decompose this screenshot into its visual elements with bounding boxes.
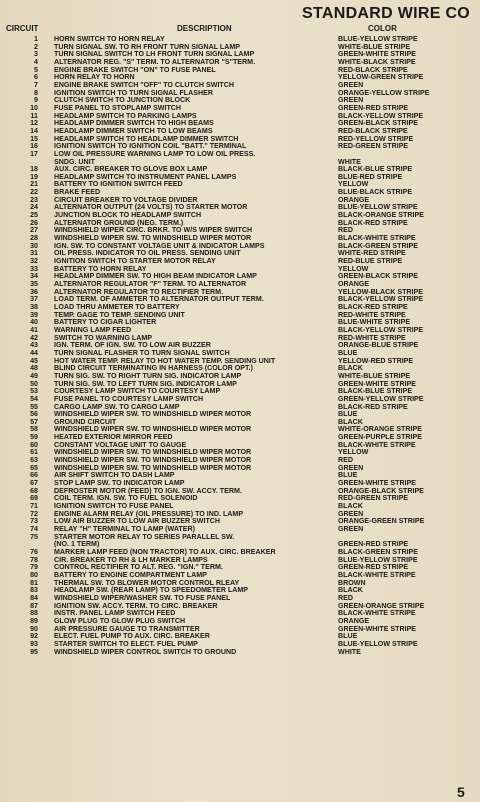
circuit-number: 26: [30, 218, 38, 227]
circuit-description: HORN SWITCH TO HORN RELAY: [54, 35, 165, 43]
wire-color: RED: [338, 593, 353, 602]
circuit-number: 90: [30, 624, 38, 633]
circuit-description: HEATED EXTERIOR MIRROR FEED: [54, 433, 173, 442]
circuit-description: CIR. BREAKER TO RH & LH MARKER LAMPS: [54, 555, 208, 564]
wire-color: BLUE: [338, 348, 358, 357]
circuit-number: 15: [30, 134, 38, 143]
circuit-description: AUX. CIRC. BREAKER TO GLOVE BOX LAMP: [54, 165, 208, 174]
circuit-description: ALTERNATOR REG. "S" TERM. TO ALTERNATOR "S"TERM.: [54, 57, 256, 66]
wire-color: GREEN: [338, 80, 364, 89]
circuit-description: TURN SIGNAL SWITCH TO LH FRONT TURN SIGNAL LAMP: [54, 50, 255, 59]
wire-color: BLACK-RED STRIPE: [338, 302, 408, 311]
circuit-number: 21: [30, 180, 38, 189]
circuit-description: STOP LAMP SW. TO INDICATOR LAMP: [54, 479, 185, 488]
circuit-description: STARTER SWITCH TO ELECT. FUEL PUMP: [54, 639, 198, 648]
circuit-number: 7: [34, 80, 38, 89]
wire-color: GREEN-YELLOW STRIPE: [338, 394, 424, 403]
circuit-number: 2: [34, 42, 38, 51]
wire-color: BLUE-YELLOW STRIPE: [338, 203, 418, 212]
circuit-number: 36: [30, 287, 38, 296]
wire-color: BLACK-YELLOW STRIPE: [338, 111, 424, 120]
circuit-description: HOT WATER TEMP. RELAY TO HOT WATER TEMP. SENDING UNIT: [54, 356, 276, 365]
wire-color: GREEN-ORANGE STRIPE: [338, 601, 425, 610]
circuit-number: 84: [30, 593, 38, 602]
circuit-description: IGNITION SWITCH TO STARTER MOTOR RELAY: [54, 257, 216, 266]
circuit-description: ENGINE BRAKE SWITCH "ON" TO FUSE PANEL: [54, 65, 216, 74]
circuit-description: BRAKE FEED: [54, 188, 101, 197]
circuit-number: 88: [30, 609, 38, 618]
circuit-description: CONTROL RECTIFIER TO ALT. REG. "IGN." TERM.: [54, 563, 223, 572]
wire-color: BLUE: [338, 410, 358, 419]
circuit-description: WINDSHIELD WIPER/WASHER SW. TO FUSE PANEL: [54, 593, 231, 602]
wire-color: ORANGE-GREEN STRIPE: [338, 517, 425, 526]
circuit-description: BLIND CIRCUIT TERMINATING IN HARNESS (COLOR OPT.): [54, 364, 253, 373]
circuit-description: RELAY "H" TERMINAL TO LAMP (WATER): [54, 525, 195, 533]
circuit-number: 72: [30, 509, 38, 518]
circuit-description: TURN SIG. SW. TO LEFT TURN SIG. INDICATOR LAMP: [54, 379, 237, 388]
circuit-description: COURTESY LAMP SWITCH TO COURTESY LAMP: [54, 387, 221, 396]
circuit-number: 31: [30, 249, 38, 258]
circuit-number: 59: [30, 433, 38, 442]
wire-color: WHITE-BLUE STRIPE: [338, 42, 411, 51]
circuit-description: ALTERNATOR OUTPUT (24 VOLTS) TO STARTER MOTOR: [54, 203, 248, 212]
wire-color: RED-GREEN STRIPE: [338, 142, 409, 151]
circuit-number: 55: [30, 402, 38, 411]
circuit-description: WINDSHIELD WIPER CONTROL SWITCH TO GROUND: [54, 647, 237, 656]
circuit-number: 79: [30, 563, 38, 572]
wire-color: BLACK-WHITE STRIPE: [338, 234, 416, 243]
circuit-number: 14: [30, 126, 38, 135]
circuit-number: 83: [30, 586, 38, 595]
circuit-number: 34: [30, 272, 38, 281]
wire-color: BLACK: [338, 502, 363, 511]
circuit-number: 42: [30, 333, 38, 342]
circuit-number: 43: [30, 341, 38, 350]
circuit-number: 78: [30, 555, 38, 564]
circuit-number: 50: [30, 379, 38, 388]
circuit-description: ELECT. FUEL PUMP TO AUX. CIRC. BREAKER: [54, 632, 210, 641]
circuit-description: ALTERNATOR REGULATOR "F" TERM. TO ALTERNATOR: [54, 280, 247, 288]
circuit-number: 24: [30, 203, 38, 212]
wire-color: ORANGE-YELLOW STRIPE: [338, 88, 430, 97]
wire-color: GREEN: [338, 463, 364, 472]
wire-color: WHITE-RED STRIPE: [338, 249, 406, 258]
circuit-number: 12: [30, 119, 38, 128]
circuit-number: 1: [34, 35, 38, 43]
wire-color: GREEN: [338, 509, 364, 518]
wire-color: RED-GREEN STRIPE: [338, 494, 409, 503]
wire-color: RED-WHITE STRIPE: [338, 333, 406, 342]
circuit-description: BATTERY TO HORN RELAY: [54, 264, 147, 273]
circuit-number: 48: [30, 364, 38, 373]
circuit-description: WINDSHIELD WIPER CIRC. BRKR. TO W/S WIPER SWITCH: [54, 226, 253, 235]
wire-color: GREEN-WHITE STRIPE: [338, 479, 417, 488]
circuit-description: TEMP. GAGE TO TEMP. SENDING UNIT: [54, 310, 185, 319]
circuit-number: 74: [30, 525, 38, 533]
circuit-description: IGNITION SWITCH TO TURN SIGNAL FLASHER: [54, 88, 213, 97]
circuit-number: 32: [30, 257, 38, 266]
wire-color: WHITE-ORANGE STRIPE: [338, 425, 422, 434]
circuit-number: 28: [30, 234, 38, 243]
circuit-description: STARTER MOTOR RELAY TO SERIES PARALLEL SW.: [54, 532, 235, 541]
wire-color: GREEN-WHITE STRIPE: [338, 624, 417, 633]
circuit-number: 95: [30, 647, 38, 656]
circuit-number: 57: [30, 417, 38, 426]
wire-color: BLACK-YELLOW STRIPE: [338, 325, 424, 334]
circuit-number: 27: [30, 226, 38, 235]
wire-color: GREEN-BLACK STRIPE: [338, 272, 419, 281]
circuit-number: 25: [30, 211, 38, 220]
wire-color: BLACK-WHITE STRIPE: [338, 440, 416, 449]
circuit-description: MARKER LAMP FEED (NON TRACTOR) TO AUX. CIRC. BREAKER: [54, 547, 276, 556]
circuit-description: BATTERY TO CIGAR LIGHTER: [54, 318, 157, 327]
circuit-description: (NO. 1 TERM): [54, 540, 100, 549]
circuit-number: 66: [30, 471, 38, 480]
circuit-description: CLUTCH SWITCH TO JUNCTION BLOCK: [54, 96, 191, 105]
circuit-description: HEADLAMP SWITCH TO INSTRUMENT PANEL LAMPS: [54, 172, 237, 181]
circuit-description: HEADLAMP SW. (REAR LAMP) TO SPEEDOMETER LAMP: [54, 586, 249, 595]
circuit-number: 10: [30, 103, 38, 112]
wire-color: ORANGE-BLACK STRIPE: [338, 486, 424, 495]
circuit-number: 33: [30, 264, 38, 273]
wire-color: BLACK: [338, 364, 363, 373]
wire-color: BLUE: [338, 471, 358, 480]
wire-color: ORANGE: [338, 280, 370, 288]
circuit-description: AIR SHIFT SWITCH TO DASH LAMP: [54, 471, 175, 480]
wire-color: GREEN-RED STRIPE: [338, 563, 409, 572]
circuit-number: 6: [34, 73, 38, 82]
circuit-number: 73: [30, 517, 38, 526]
circuit-number: 17: [30, 149, 38, 158]
circuit-description: INSTR. PANEL LAMP SWITCH FEED: [54, 609, 176, 618]
circuit-description: HEADLAMP DIMMER SW. TO HIGH BEAM INDICATOR LAMP: [54, 272, 257, 281]
wire-color: YELLOW: [338, 264, 369, 273]
circuit-number: 76: [30, 547, 38, 556]
circuit-number: 75: [30, 532, 38, 541]
wire-color: BLUE-YELLOW STRIPE: [338, 639, 418, 648]
circuit-number: 40: [30, 318, 38, 327]
circuit-description: ENGINE BRAKE SWITCH "OFF" TO CLUTCH SWITCH: [54, 80, 234, 89]
wire-color: BLACK-ORANGE STRIPE: [338, 211, 424, 220]
circuit-description: JUNCTION BLOCK TO HEADLAMP SWITCH: [54, 211, 202, 220]
wire-color: BLUE-YELLOW STRIPE: [338, 555, 418, 564]
wire-color: BLACK-RED STRIPE: [338, 218, 408, 227]
circuit-number: 89: [30, 616, 38, 625]
circuit-description: SWITCH TO WARNING LAMP: [54, 333, 152, 342]
wire-color: WHITE: [338, 157, 361, 166]
circuit-number: 69: [30, 494, 38, 503]
wire-color: RED: [338, 456, 353, 465]
circuit-description: THERMAL SW. TO BLOWER MOTOR CONTROL RLEAY: [54, 578, 240, 587]
circuit-number: 8: [34, 88, 38, 97]
circuit-number: 23: [30, 195, 38, 204]
circuit-description: IGN. TERM. OF IGN. SW. TO LOW AIR BUZZER: [54, 341, 211, 350]
page-title: STANDARD WIRE CO: [302, 5, 471, 22]
circuit-description: WINDSHIELD WIPER SW. TO WINDSHIELD WIPER MOTOR: [54, 234, 252, 243]
column-header-description: DESCRIPTION: [177, 24, 232, 33]
circuit-description: OIL PRESS. INDICATOR TO OIL PRESS. SENDING UNIT: [54, 249, 241, 258]
circuit-description: TURN SIGNAL SW. TO RH FRONT TURN SIGNAL LAMP: [54, 42, 241, 51]
wire-color: GREEN-RED STRIPE: [338, 103, 409, 112]
circuit-description: ALTERNATOR REGULATOR TO RECTIFIER TERM.: [54, 287, 224, 296]
circuit-number: 5: [34, 65, 38, 74]
wire-color: GREEN-PURPLE STRIPE: [338, 433, 422, 442]
circuit-description: CONSTANT VOLTAGE UNIT TO GAUGE: [54, 440, 187, 449]
circuit-number: 63: [30, 456, 38, 465]
wire-color: BLACK: [338, 417, 363, 426]
circuit-number: 61: [30, 448, 38, 457]
circuit-description: DEFROSTER MOTOR (FEED) TO IGN. SW. ACCY. TERM.: [54, 486, 242, 495]
circuit-number: 18: [30, 165, 38, 174]
circuit-description: CIRCUIT BREAKER TO VOLTAGE DIVIDER: [54, 195, 198, 204]
circuit-description: GLOW PLUG TO GLOW PLUG SWITCH: [54, 616, 186, 625]
wire-color: GREEN: [338, 525, 364, 533]
wire-color: BLACK-YELLOW STRIPE: [338, 295, 424, 304]
wire-color: RED-BLUE STRIPE: [338, 257, 403, 266]
wire-color: WHITE-BLACK STRIPE: [338, 57, 416, 66]
circuit-description: IGNITION SWITCH TO IGNITION COIL "BATT." TERMINAL: [54, 142, 247, 151]
page-number: 5: [457, 784, 465, 800]
circuit-description: SNDG. UNIT: [54, 157, 95, 166]
circuit-description: IGN. SW. TO CONSTANT VOLTAGE UNIT & INDICATOR LAMPS: [54, 241, 265, 250]
circuit-number: 93: [30, 639, 38, 648]
circuit-description: CARGO LAMP SW. TO CARGO LAMP: [54, 402, 180, 411]
circuit-description: WINDSHIELD WIPER SW. TO WINDSHIELD WIPER MOTOR: [54, 448, 252, 457]
circuit-description: TURN SIGNAL FLASHER TO TURN SIGNAL SWITCH: [54, 348, 230, 357]
circuit-number: 58: [30, 425, 38, 434]
circuit-description: COIL TERM. IGN. SW. TO FUEL SOLENOID: [54, 494, 198, 503]
circuit-number: 87: [30, 601, 38, 610]
wire-color: GREEN-BLACK STRIPE: [338, 119, 419, 128]
circuit-number: 54: [30, 394, 38, 403]
circuit-description: LOW AIR BUZZER TO LOW AIR BUZZER SWITCH: [54, 517, 221, 526]
circuit-description: LOAD TERM. OF AMMETER TO ALTERNATOR OUTPUT TERM.: [54, 295, 264, 304]
wire-color: GREEN-RED STRIPE: [338, 540, 409, 549]
circuit-description: FUSE PANEL TO STOPLAMP SWITCH: [54, 103, 182, 112]
wire-color: BLUE-YELLOW STRIPE: [338, 35, 418, 43]
circuit-number: 39: [30, 310, 38, 319]
wire-color: ORANGE-BLUE STRIPE: [338, 341, 419, 350]
wire-color: YELLOW: [338, 180, 369, 189]
circuit-description: AIR PRESSURE GAUGE TO TRANSMITTER: [54, 624, 200, 633]
wire-color: WHITE-BLUE STRIPE: [338, 371, 411, 380]
circuit-number: 53: [30, 387, 38, 396]
wire-color: RED-BLACK STRIPE: [338, 65, 408, 74]
wire-color: ORANGE: [338, 195, 370, 204]
circuit-number: 41: [30, 325, 38, 334]
circuit-description: ENGINE ALARM RELAY (OIL PRESSURE) TO IND. LAMP: [54, 509, 244, 518]
wire-color: WHITE: [338, 647, 361, 656]
circuit-description: IGNITION SWITCH TO FUSE PANEL: [54, 502, 174, 511]
circuit-number: 68: [30, 486, 38, 495]
circuit-number: 67: [30, 479, 38, 488]
wire-color: YELLOW: [338, 448, 369, 457]
wire-color: BLACK-GREEN STRIPE: [338, 547, 419, 556]
wire-color: BLUE-WHITE STRIPE: [338, 318, 411, 327]
column-header-circuit: CIRCUIT: [6, 24, 39, 33]
wire-code-table: [0, 36, 480, 656]
circuit-description: WINDSHIELD WIPER SW. TO WINDSHIELD WIPER MOTOR: [54, 425, 252, 434]
wire-color: GREEN-WHITE STRIPE: [338, 379, 417, 388]
wire-color: YELLOW-RED STRIPE: [338, 356, 414, 365]
wire-color: RED-WHITE STRIPE: [338, 310, 406, 319]
circuit-number: 37: [30, 295, 38, 304]
circuit-number: 22: [30, 188, 38, 197]
wire-color: BLUE-RED STRIPE: [338, 172, 403, 181]
circuit-number: 60: [30, 440, 38, 449]
circuit-number: 35: [30, 280, 38, 288]
circuit-description: HEADLAMP SWITCH TO PARKING LAMPS: [54, 111, 197, 120]
circuit-number: 49: [30, 371, 38, 380]
circuit-number: 4: [34, 57, 38, 66]
circuit-description: HEADLAMP DIMMER SWITCH TO HIGH BEAMS: [54, 119, 214, 128]
circuit-number: 65: [30, 463, 38, 472]
circuit-number: 71: [30, 502, 38, 511]
circuit-number: 44: [30, 348, 38, 357]
wire-color: GREEN-WHITE STRIPE: [338, 50, 417, 59]
wire-color: BLACK: [338, 586, 363, 595]
circuit-description: ALTERNATOR GROUND (NEG. TERM.): [54, 218, 184, 227]
circuit-number: 92: [30, 632, 38, 641]
circuit-description: LOAD THRU AMMETER TO BATTERY: [54, 302, 180, 311]
wire-color: BLACK-WHITE STRIPE: [338, 570, 416, 579]
circuit-number: 19: [30, 172, 38, 181]
circuit-description: LOW OIL PRESSURE WARNING LAMP TO LOW OIL PRESS.: [54, 149, 256, 158]
wire-color: BLUE: [338, 632, 358, 641]
circuit-number: 56: [30, 410, 38, 419]
circuit-number: 16: [30, 142, 38, 151]
circuit-number: 81: [30, 578, 38, 587]
circuit-number: 3: [34, 50, 38, 59]
circuit-number: 9: [34, 96, 38, 105]
wire-color: BROWN: [338, 578, 366, 587]
circuit-description: TURN SIG. SW. TO RIGHT TURN SIG. INDICATOR LAMP: [54, 371, 242, 380]
circuit-number: 11: [30, 111, 38, 120]
wire-color: GREEN: [338, 96, 364, 105]
wire-color: RED-YELLOW STRIPE: [338, 134, 414, 143]
wire-color: RED: [338, 226, 353, 235]
wire-color: BLACK-BLUE STRIPE: [338, 165, 413, 174]
table-row: [0, 649, 480, 657]
wire-color: YELLOW-GREEN STRIPE: [338, 73, 424, 82]
circuit-description: WARNING LAMP FEED: [54, 325, 132, 334]
wire-color: ORANGE: [338, 616, 370, 625]
wire-color: BLACK-BLUE STRIPE: [338, 387, 413, 396]
column-header-color: COLOR: [368, 24, 397, 33]
circuit-number: 30: [30, 241, 38, 250]
wire-color: BLACK-RED STRIPE: [338, 402, 408, 411]
circuit-description: HORN RELAY TO HORN: [54, 73, 135, 82]
circuit-number: 45: [30, 356, 38, 365]
circuit-description: IGNITION SW. ACCY. TERM. TO CIRC. BREAKER: [54, 601, 218, 610]
circuit-description: WINDSHIELD WIPER SW. TO WINDSHIELD WIPER MOTOR: [54, 456, 252, 465]
circuit-description: HEADLAMP DIMMER SWITCH TO LOW BEAMS: [54, 126, 213, 135]
wire-color: RED-BLACK STRIPE: [338, 126, 408, 135]
wire-color: YELLOW-BLACK STRIPE: [338, 287, 423, 296]
circuit-description: WINDSHIELD WIPER SW. TO WINDSHIELD WIPER MOTOR: [54, 463, 252, 472]
circuit-number: 38: [30, 302, 38, 311]
circuit-number: 80: [30, 570, 38, 579]
circuit-description: WINDSHIELD WIPER SW. TO WINDSHIELD WIPER MOTOR: [54, 410, 252, 419]
circuit-description: BATTERY TO IGNITION SWITCH FEED: [54, 180, 183, 189]
wire-color: BLACK-GREEN STRIPE: [338, 241, 419, 250]
circuit-description: GROUND CIRCUIT: [54, 417, 117, 426]
circuit-description: BATTERY TO ENGINE COMPARTMENT LAMP: [54, 570, 207, 579]
wire-color: BLACK-WHITE STRIPE: [338, 609, 416, 618]
wire-color: BLUE-BLACK STRIPE: [338, 188, 413, 197]
circuit-description: HEADLAMP SWITCH TO HEADLAMP DIMMER SWITCH: [54, 134, 239, 143]
circuit-description: FUSE PANEL TO COURTESY LAMP SWITCH: [54, 394, 204, 403]
